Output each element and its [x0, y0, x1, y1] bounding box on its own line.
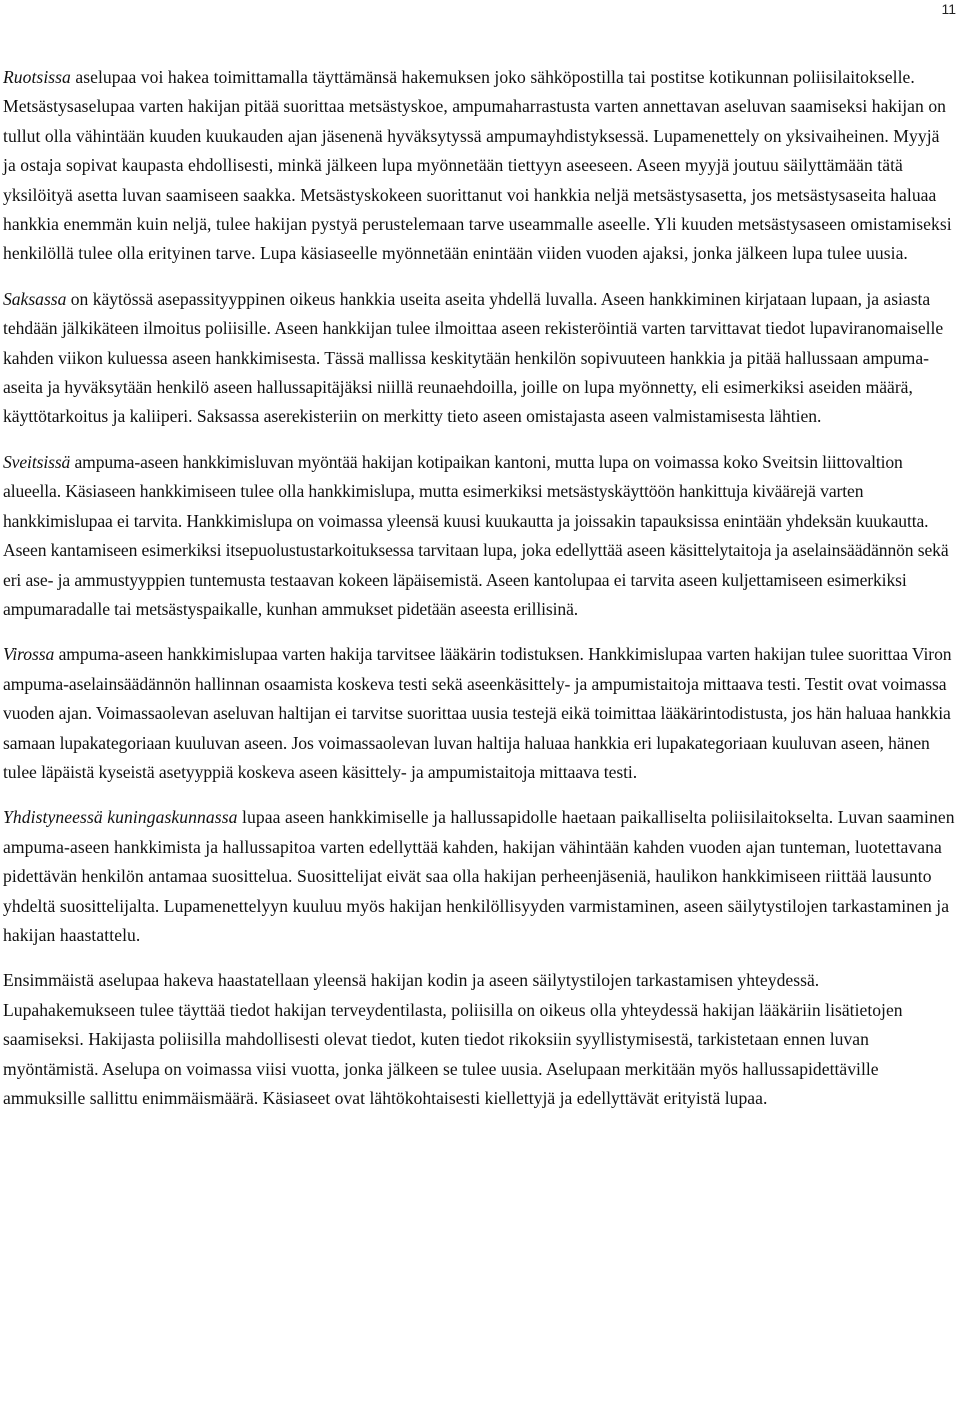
paragraph-switzerland — [3, 448, 955, 624]
country-name: Virossa — [3, 644, 55, 665]
page-number: 11 — [941, 1, 956, 17]
paragraph-text: ampuma-aseen hankkimislupaa varten hakija tarvitsee lääkärin todistuksen. Hankkimislupaa varten hakijan tulee suorittaa Viron ampuma-aselainsäädännön hallinnan osaamista koskeva testi sekä aseenkäsittely- ja ampumistaitoja mittaava testi. Testit ovat voimassa vuoden ajan. Voimassaolevan aseluvan haltijan ei tarvitse suorittaa uusia testejä eikä toimittaa lääkärintodistusta, jos hän haluaa hankkia samaan lupakategoriaan kuuluvan aseen. Jos voimassaolevan luvan haltija haluaa hankkia eri lupakategoriaan kuuluvan aseen, hänen tulee läpäistä kyseistä asetyyppiä koskeva aseen käsittely- ja ampumistaitoja mittaava testi. — [3, 644, 952, 782]
country-name: Ruotsissa — [3, 67, 71, 87]
paragraph-text: on käytössä asepassityyppinen oikeus hankkia useita aseita yhdellä luvalla. Aseen hankkiminen kirjataan lupaan, ja asiasta tehdään jälkikäteen ilmoitus poliisille. Aseen hankkijan tulee ilmoittaa aseen rekisteröintiä varten tarvittavat tiedot lupaviranomaiselle kahden viikon kuluessa aseen hankkimisesta. Tässä mallissa keskitytään henkilön sopivuuteen hankkia ja pitää hallussaan ampuma-aseita ja hyväksytään henkilö aseen hallussapitäjäksi niillä reunaehdoilla, joille on lupa myönnetty, eli esimerkiksi aseiden määrä, käyttötarkoitus ja kaliiperi. Saksassa aserekisteriin on merkitty tieto aseen omistajasta aseen valmistamisesta lähtien. — [3, 288, 944, 427]
paragraph-germany — [3, 285, 955, 432]
paragraph-united-kingdom — [3, 803, 955, 950]
country-name: Sveitsissä — [3, 451, 71, 472]
paragraph-estonia — [3, 640, 955, 787]
country-name: Saksassa — [3, 288, 67, 309]
paragraph-text: ampuma-aseen hankkimisluvan myöntää hakijan kotipaikan kantoni, mutta lupa on voimassa koko Sveitsin liittovaltion alueella. Käsiaseen hankkimiseen tulee olla hankkimislupa, mutta esimerkiksi metsästyskäyttöön hankittuja kiväärejä varten hankkimislupaa ei tarvita. Hankkimislupa on voimassa yleensä kuusi kuukautta ja joissakin tapauksissa enintään yhdeksän kuukautta. Aseen kantamiseen esimerkiksi itsepuolustustarkoituksessa tarvitaan lupa, joka edellyttää aseen käsittelytaitoja ja aselainsäädännön sekä eri ase- ja ammustyyppien tuntemusta testaavan kokeen läpäisemistä. Aseen kantolupaa ei tarvita aseen kuljettamiseen esimerkiksi ampumaradalle tai metsästyspaikalle, kunhan ammukset pidetään aseesta erillisinä. — [3, 451, 949, 619]
paragraph-text: Ensimmäistä aselupaa hakeva haastatellaan yleensä hakijan kodin ja aseen säilytystilojen tarkastamisen yhteydessä. Lupahakemukseen tulee täyttää tiedot hakijan terveydentilasta, poliisilla on oikeus olla yhteydessä hakijan lääkäriin lisätietojen saamiseksi. Hakijasta poliisilla mahdollisesti olevat tiedot, kuten tiedot rikoksiin syyllistymisestä, tarkistetaan ennen luvan myöntämistä. Aselupa on voimassa viisi vuotta, jonka jälkeen se tulee uusia. Aselupaan merkitään myös hallussapidettäville ammuksille sallittu enimmäismäärä. Käsiaseet ovat lähtökohtaisesti kiellettyjä ja edellyttävät erityistä lupaa. — [3, 970, 903, 1108]
document-body — [3, 63, 955, 1113]
paragraph-first-permit — [3, 966, 955, 1113]
paragraph-sweden — [3, 63, 955, 269]
country-name: Yhdistyneessä kuningaskunnassa — [3, 807, 238, 828]
paragraph-text: lupaa aseen hankkimiselle ja hallussapidolle haetaan paikalliselta poliisilaitokselta. Luvan saaminen ampuma-aseen hankkimista ja hallussapitoa varten edellyttää kahden, hakijan vähintään kahden vuoden ajan tunteman, luotettavana pidettävän henkilön antamaa suosittelua. Suosittelijat eivät saa olla hakijan perheenjäseniä, haulikon hankkimiseen riittää lausunto yhdeltä suosittelijalta. Lupamenettelyyn kuuluu myös hakijan henkilöllisyyden varmistaminen, aseen säilytystilojen tarkastaminen ja hakijan haastattelu. — [3, 807, 955, 945]
paragraph-text: aselupaa voi hakea toimittamalla täyttämänsä hakemuksen joko sähköpostilla tai postitse kotikunnan poliisilaitokselle. Metsästysaselupaa varten hakijan pitää suorittaa metsästyskoe, ampumaharrastusta varten annettavan aseluvan saamiseksi hakijan on tullut olla vähintään kuuden kuukauden ajan jäsenenä hyväksytyssä ampumayhdistyksessä. Lupamenettely on yksivaiheinen. Myyjä ja ostaja sopivat kaupasta ehdollisesti, minkä jälkeen lupa myönnetään tiettyyn aseeseen. Aseen myyjä joutuu säilyttämään tätä yksilöityä asetta luvan saamiseen saakka. Metsästyskokeen suorittanut voi hankkia neljä metsästysasetta, jos metsästysaseita haluaa hankkia enemmän kuin neljä, tulee hakijan pystyä perustelemaan tarve useammalle aseelle. Yli kuuden metsästysaseen omistamiseksi henkilöllä tulee olla erityinen tarve. Lupa käsiaseelle myönnetään enintään viiden vuoden ajaksi, jonka jälkeen lupa tulee uusia. — [3, 67, 952, 264]
